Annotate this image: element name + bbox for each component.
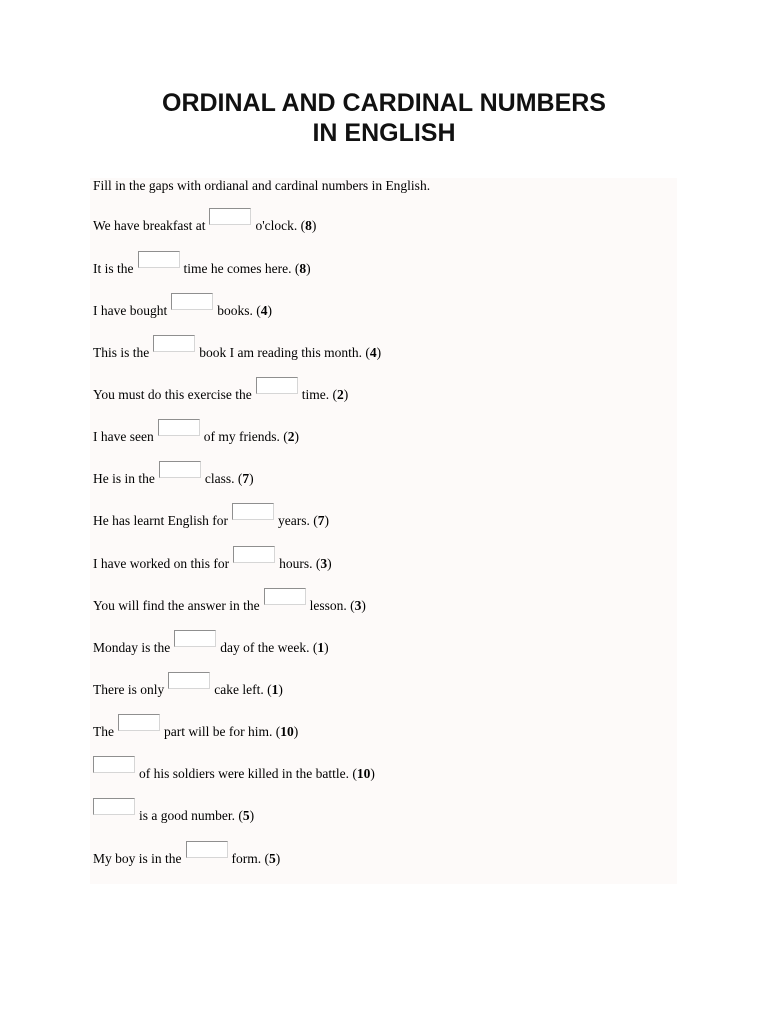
item-text-after: o'clock. ( [255, 218, 306, 233]
exercise-item [93, 208, 316, 234]
item-close: ) [370, 766, 375, 781]
answer-input[interactable] [171, 293, 213, 310]
item-text-before: Monday is the [93, 640, 171, 655]
exercise-item [93, 377, 348, 403]
item-number: 10 [356, 766, 371, 781]
item-number: 10 [280, 724, 294, 739]
exercise-item [93, 630, 329, 656]
item-close: ) [293, 724, 299, 739]
item-text-before: I have seen [93, 429, 154, 444]
item-number: 5 [269, 851, 276, 866]
item-close: ) [324, 513, 329, 528]
item-number: 7 [242, 471, 250, 486]
exercise-item [93, 419, 299, 445]
answer-input[interactable] [118, 714, 160, 731]
item-text-before: He is in the [93, 471, 155, 486]
exercise-item [93, 461, 254, 487]
answer-input[interactable] [158, 419, 200, 436]
title-line-1: ORDINAL AND CARDINAL NUMBERS [162, 89, 606, 117]
item-text-before: You must do this exercise the [93, 387, 252, 402]
item-text-before: It is the [93, 261, 134, 276]
item-number: 8 [299, 261, 307, 276]
item-number: 4 [369, 345, 377, 360]
answer-input[interactable] [93, 798, 135, 815]
item-text-before: There is only [93, 682, 165, 697]
item-text-after: of my friends. ( [203, 429, 288, 444]
item-text-before: I have bought [93, 303, 168, 318]
answer-input[interactable] [168, 672, 210, 689]
answer-input[interactable] [93, 756, 135, 773]
item-text-before: We have breakfast at [93, 218, 206, 233]
answer-input[interactable] [159, 461, 201, 478]
item-text-after: part will be for him. ( [164, 724, 281, 739]
exercise-item [93, 714, 298, 740]
item-text-after: time he comes here. ( [183, 261, 300, 276]
item-text-after: day of the week. ( [220, 640, 318, 655]
item-close: ) [376, 345, 382, 360]
answer-input[interactable] [233, 546, 275, 563]
item-number: 3 [354, 598, 362, 613]
item-number: 8 [305, 218, 312, 233]
item-text-after: is a good number. ( [139, 808, 243, 823]
item-number: 4 [260, 303, 268, 318]
exercise-item [93, 503, 329, 529]
item-close: ) [306, 261, 311, 276]
exercise-item [93, 841, 280, 867]
exercise-item [93, 251, 311, 277]
item-close: ) [267, 303, 272, 318]
item-text-after: time. ( [301, 387, 337, 402]
item-close: ) [343, 387, 349, 402]
title-line-2: IN ENGLISH [312, 119, 456, 147]
item-close: ) [275, 851, 281, 866]
item-text-before: I have worked on this for [93, 556, 230, 571]
item-close: ) [249, 808, 255, 823]
item-close: ) [311, 218, 317, 233]
item-number: 3 [320, 556, 328, 571]
answer-input[interactable] [174, 630, 216, 647]
instructions: Fill in the gaps with ordianal and cardinal numbers in English. [93, 178, 431, 193]
answer-input[interactable] [264, 588, 306, 605]
item-text-before: He has learnt English for [93, 513, 228, 528]
item-text-after: of his soldiers were killed in the battle. ( [139, 766, 357, 781]
item-text-after: lesson. ( [309, 598, 355, 613]
item-text-after: hours. ( [279, 556, 321, 571]
exercise-item [93, 672, 283, 698]
item-text-after: class. ( [204, 471, 243, 486]
exercise-item [93, 756, 375, 782]
item-text-before: You will find the answer in the [93, 598, 260, 613]
item-close: ) [294, 429, 299, 444]
item-number: 5 [242, 808, 250, 823]
answer-input[interactable] [256, 377, 298, 394]
item-text-after: years. ( [277, 513, 318, 528]
exercise-item [93, 546, 332, 572]
page-title [0, 88, 768, 148]
item-number: 1 [317, 640, 325, 655]
exercise-item [93, 798, 254, 824]
item-number: 7 [317, 513, 325, 528]
item-close: ) [249, 471, 254, 486]
answer-input[interactable] [153, 335, 195, 352]
answer-input[interactable] [232, 503, 274, 520]
answer-input[interactable] [138, 251, 180, 268]
answer-input[interactable] [209, 208, 251, 225]
item-text-after: cake left. ( [214, 682, 272, 697]
item-text-before: The [93, 724, 114, 739]
exercise-item [93, 335, 381, 361]
item-number: 1 [271, 682, 279, 697]
item-close: ) [324, 640, 329, 655]
item-text-after: book I am reading this month. ( [199, 345, 370, 360]
item-text-after: form. ( [231, 851, 270, 866]
item-number: 2 [287, 429, 295, 444]
answer-input[interactable] [186, 841, 228, 858]
item-close: ) [361, 598, 366, 613]
exercise-item [93, 588, 366, 614]
item-text-before: My boy is in the [93, 851, 182, 866]
item-number: 2 [337, 387, 344, 402]
exercise-item [93, 293, 272, 319]
item-text-before: This is the [93, 345, 150, 360]
item-text-after: books. ( [217, 303, 261, 318]
item-close: ) [327, 556, 332, 571]
item-close: ) [278, 682, 283, 697]
